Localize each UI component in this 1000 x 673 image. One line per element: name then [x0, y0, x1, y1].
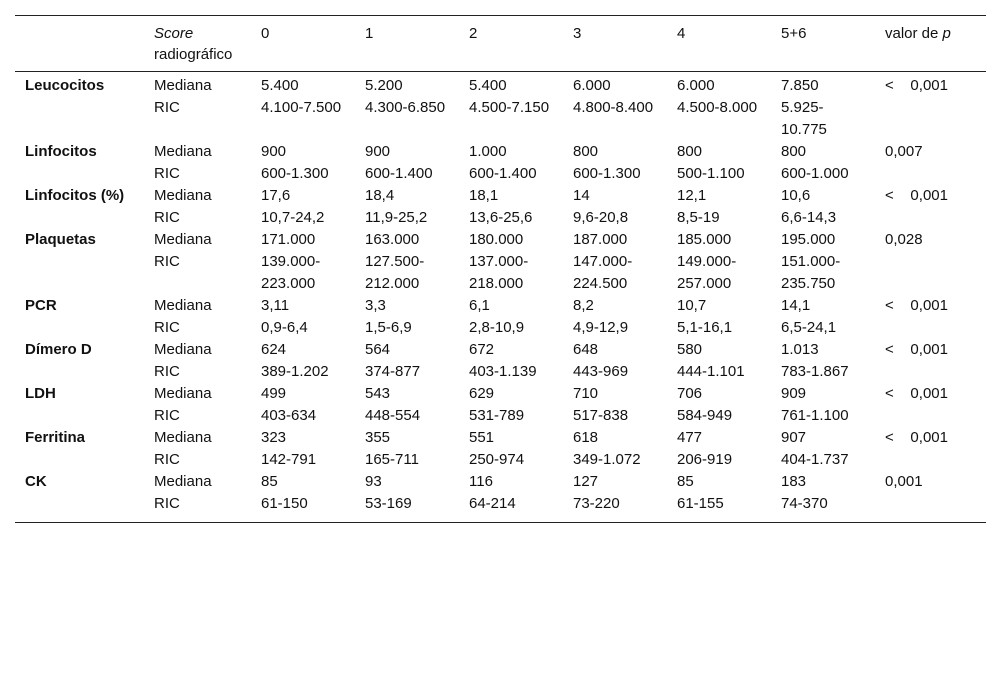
median-cell: 127: [573, 473, 599, 490]
median-cell: 187.000: [573, 231, 628, 248]
row-group-label: Leucocitos: [25, 77, 105, 94]
stat-label-ric: RIC: [154, 363, 180, 380]
ric-cell: 142-791: [261, 451, 317, 468]
p-value-cell: 0,001: [885, 473, 923, 490]
median-cell: 14: [573, 187, 590, 204]
ric-cell: 73-220: [573, 495, 620, 512]
header-col-2: 2: [469, 25, 478, 42]
median-cell: 1.000: [469, 143, 507, 160]
ric-cell: 206-919: [677, 451, 733, 468]
median-cell: 10,6: [781, 187, 811, 204]
table-row-median: [15, 72, 986, 98]
ric-cell: 61-150: [261, 495, 308, 512]
table-row-ric: [15, 97, 986, 141]
ric-cell: 4.800-8.400: [573, 99, 654, 116]
stat-label-median: Mediana: [154, 297, 212, 314]
stat-label-median: Mediana: [154, 429, 212, 446]
median-cell: 624: [261, 341, 287, 358]
median-cell: 14,1: [781, 297, 811, 314]
ric-cell: 403-634: [261, 407, 317, 424]
ric-cell: 531-789: [469, 407, 525, 424]
stat-label-median: Mediana: [154, 385, 212, 402]
table-row-median: [15, 185, 986, 207]
row-group-label: Linfocitos (%): [25, 187, 125, 204]
median-cell: 18,1: [469, 187, 499, 204]
ric-cell: 74-370: [781, 495, 828, 512]
ric-cell: 4.300-6.850: [365, 99, 446, 116]
row-group-label: Linfocitos: [25, 143, 97, 160]
ric-cell: 250-974: [469, 451, 525, 468]
median-cell: 800: [677, 143, 703, 160]
ric-cell: 600-1.400: [365, 165, 433, 182]
median-cell: 800: [573, 143, 599, 160]
row-group-label: PCR: [25, 297, 57, 314]
p-value-cell: < 0,001: [885, 341, 948, 358]
header-score-italic: Score: [154, 25, 194, 42]
table-row-ric: [15, 405, 986, 427]
ric-cell: 444-1.101: [677, 363, 745, 380]
ric-cell: 13,6-25,6: [469, 209, 533, 226]
table-row-ric: [15, 493, 986, 523]
median-cell: 355: [365, 429, 391, 446]
median-cell: 8,2: [573, 297, 594, 314]
median-cell: 3,11: [261, 297, 290, 314]
stat-label-median: Mediana: [154, 341, 212, 358]
median-cell: 543: [365, 385, 391, 402]
median-cell: 185.000: [677, 231, 732, 248]
header-score-rest: radiográfico: [154, 46, 233, 63]
median-cell: 629: [469, 385, 495, 402]
header-empty: [15, 16, 144, 72]
ric-cell: 147.000-224.500: [573, 253, 633, 292]
ric-cell: 165-711: [365, 451, 419, 468]
stat-label-median: Mediana: [154, 77, 212, 94]
ric-cell: 374-877: [365, 363, 421, 380]
table-row-median: [15, 141, 986, 163]
median-cell: 12,1: [677, 187, 707, 204]
median-cell: 163.000: [365, 231, 420, 248]
stat-label-ric: RIC: [154, 319, 180, 336]
ric-cell: 10,7-24,2: [261, 209, 325, 226]
table-row-ric: [15, 207, 986, 229]
median-cell: 710: [573, 385, 599, 402]
row-group-label: Dímero D: [25, 341, 92, 358]
ric-cell: 600-1.300: [261, 165, 329, 182]
stat-label-median: Mediana: [154, 231, 212, 248]
ric-cell: 349-1.072: [573, 451, 641, 468]
ric-cell: 600-1.400: [469, 165, 537, 182]
lab-results-table: [15, 15, 986, 523]
ric-cell: 600-1.300: [573, 165, 641, 182]
ric-cell: 403-1.139: [469, 363, 537, 380]
table-row-ric: [15, 449, 986, 471]
header-pvalue-italic: p: [942, 25, 951, 42]
median-cell: 618: [573, 429, 599, 446]
table-row-ric: [15, 163, 986, 185]
ric-cell: 389-1.202: [261, 363, 329, 380]
median-cell: 10,7: [677, 297, 707, 314]
header-col-5: 5+6: [781, 25, 807, 42]
ric-cell: 761-1.100: [781, 407, 849, 424]
header-col-0: 0: [261, 25, 270, 42]
ric-cell: 11,9-25,2: [365, 209, 428, 226]
ric-cell: 151.000-235.750: [781, 253, 841, 292]
stat-label-ric: RIC: [154, 99, 180, 116]
median-cell: 580: [677, 341, 703, 358]
median-cell: 6,1: [469, 297, 490, 314]
table-row-median: [15, 427, 986, 449]
p-value-cell: < 0,001: [885, 297, 948, 314]
p-value-cell: < 0,001: [885, 187, 948, 204]
header-score: [144, 16, 251, 72]
table-row-ric: [15, 251, 986, 295]
ric-cell: 404-1.737: [781, 451, 849, 468]
median-cell: 1.013: [781, 341, 819, 358]
median-cell: 499: [261, 385, 287, 402]
ric-cell: 53-169: [365, 495, 412, 512]
median-cell: 900: [261, 143, 287, 160]
table-body: [15, 72, 986, 523]
median-cell: 909: [781, 385, 807, 402]
ric-cell: 4.100-7.500: [261, 99, 342, 116]
table-row-ric: [15, 317, 986, 339]
p-value-cell: 0,007: [885, 143, 923, 160]
median-cell: 672: [469, 341, 495, 358]
ric-cell: 783-1.867: [781, 363, 849, 380]
table-row-median: [15, 295, 986, 317]
median-cell: 900: [365, 143, 391, 160]
median-cell: 648: [573, 341, 599, 358]
median-cell: 477: [677, 429, 703, 446]
median-cell: 800: [781, 143, 807, 160]
ric-cell: 6,6-14,3: [781, 209, 837, 226]
ric-cell: 127.500-212.000: [365, 253, 425, 292]
table-row-median: [15, 339, 986, 361]
ric-cell: 4.500-8.000: [677, 99, 758, 116]
ric-cell: 500-1.100: [677, 165, 745, 182]
ric-cell: 61-155: [677, 495, 724, 512]
stat-label-ric: RIC: [154, 451, 180, 468]
row-group-label: LDH: [25, 385, 56, 402]
row-group-label: CK: [25, 473, 47, 490]
ric-cell: 600-1.000: [781, 165, 849, 182]
ric-cell: 4,9-12,9: [573, 319, 629, 336]
median-cell: 3,3: [365, 297, 386, 314]
ric-cell: 137.000-218.000: [469, 253, 529, 292]
ric-cell: 5.925-10.775: [781, 99, 827, 138]
median-cell: 5.400: [261, 77, 299, 94]
stat-label-ric: RIC: [154, 165, 180, 182]
header-row: [15, 16, 986, 72]
ric-cell: 517-838: [573, 407, 629, 424]
ric-cell: 448-554: [365, 407, 421, 424]
p-value-cell: < 0,001: [885, 429, 948, 446]
table-row-median: [15, 383, 986, 405]
row-group-label: Ferritina: [25, 429, 86, 446]
median-cell: 116: [469, 473, 493, 490]
median-cell: 551: [469, 429, 495, 446]
median-cell: 7.850: [781, 77, 819, 94]
ric-cell: 0,9-6,4: [261, 319, 308, 336]
stat-label-ric: RIC: [154, 495, 180, 512]
table-container: [15, 15, 986, 523]
table-row-median: [15, 229, 986, 251]
median-cell: 706: [677, 385, 703, 402]
median-cell: 6.000: [573, 77, 611, 94]
ric-cell: 584-949: [677, 407, 733, 424]
ric-cell: 9,6-20,8: [573, 209, 629, 226]
median-cell: 18,4: [365, 187, 395, 204]
stat-label-ric: RIC: [154, 253, 180, 270]
ric-cell: 5,1-16,1: [677, 319, 733, 336]
ric-cell: 64-214: [469, 495, 516, 512]
p-value-cell: < 0,001: [885, 77, 948, 94]
median-cell: 183: [781, 473, 807, 490]
median-cell: 323: [261, 429, 287, 446]
median-cell: 564: [365, 341, 391, 358]
median-cell: 85: [677, 473, 694, 490]
p-value-cell: 0,028: [885, 231, 923, 248]
median-cell: 6.000: [677, 77, 715, 94]
median-cell: 171.000: [261, 231, 316, 248]
table-row-median: [15, 471, 986, 493]
ric-cell: 149.000-257.000: [677, 253, 737, 292]
median-cell: 5.400: [469, 77, 507, 94]
median-cell: 93: [365, 473, 382, 490]
median-cell: 195.000: [781, 231, 836, 248]
header-pvalue-prefix: valor de: [885, 25, 943, 42]
header-col-3: 3: [573, 25, 582, 42]
ric-cell: 2,8-10,9: [469, 319, 525, 336]
ric-cell: 4.500-7.150: [469, 99, 550, 116]
header-col-1: 1: [365, 25, 374, 42]
stat-label-median: Mediana: [154, 187, 212, 204]
stat-label-ric: RIC: [154, 209, 180, 226]
median-cell: 907: [781, 429, 807, 446]
stat-label-ric: RIC: [154, 407, 180, 424]
row-group-label: Plaquetas: [25, 231, 96, 248]
ric-cell: 443-969: [573, 363, 629, 380]
median-cell: 85: [261, 473, 278, 490]
ric-cell: 8,5-19: [677, 209, 720, 226]
stat-label-median: Mediana: [154, 473, 212, 490]
p-value-cell: < 0,001: [885, 385, 948, 402]
header-col-4: 4: [677, 25, 686, 42]
median-cell: 17,6: [261, 187, 291, 204]
header-pvalue: [875, 16, 986, 72]
ric-cell: 1,5-6,9: [365, 319, 412, 336]
stat-label-median: Mediana: [154, 143, 212, 160]
ric-cell: 139.000-223.000: [261, 253, 321, 292]
median-cell: 5.200: [365, 77, 403, 94]
table-row-ric: [15, 361, 986, 383]
median-cell: 180.000: [469, 231, 524, 248]
ric-cell: 6,5-24,1: [781, 319, 837, 336]
